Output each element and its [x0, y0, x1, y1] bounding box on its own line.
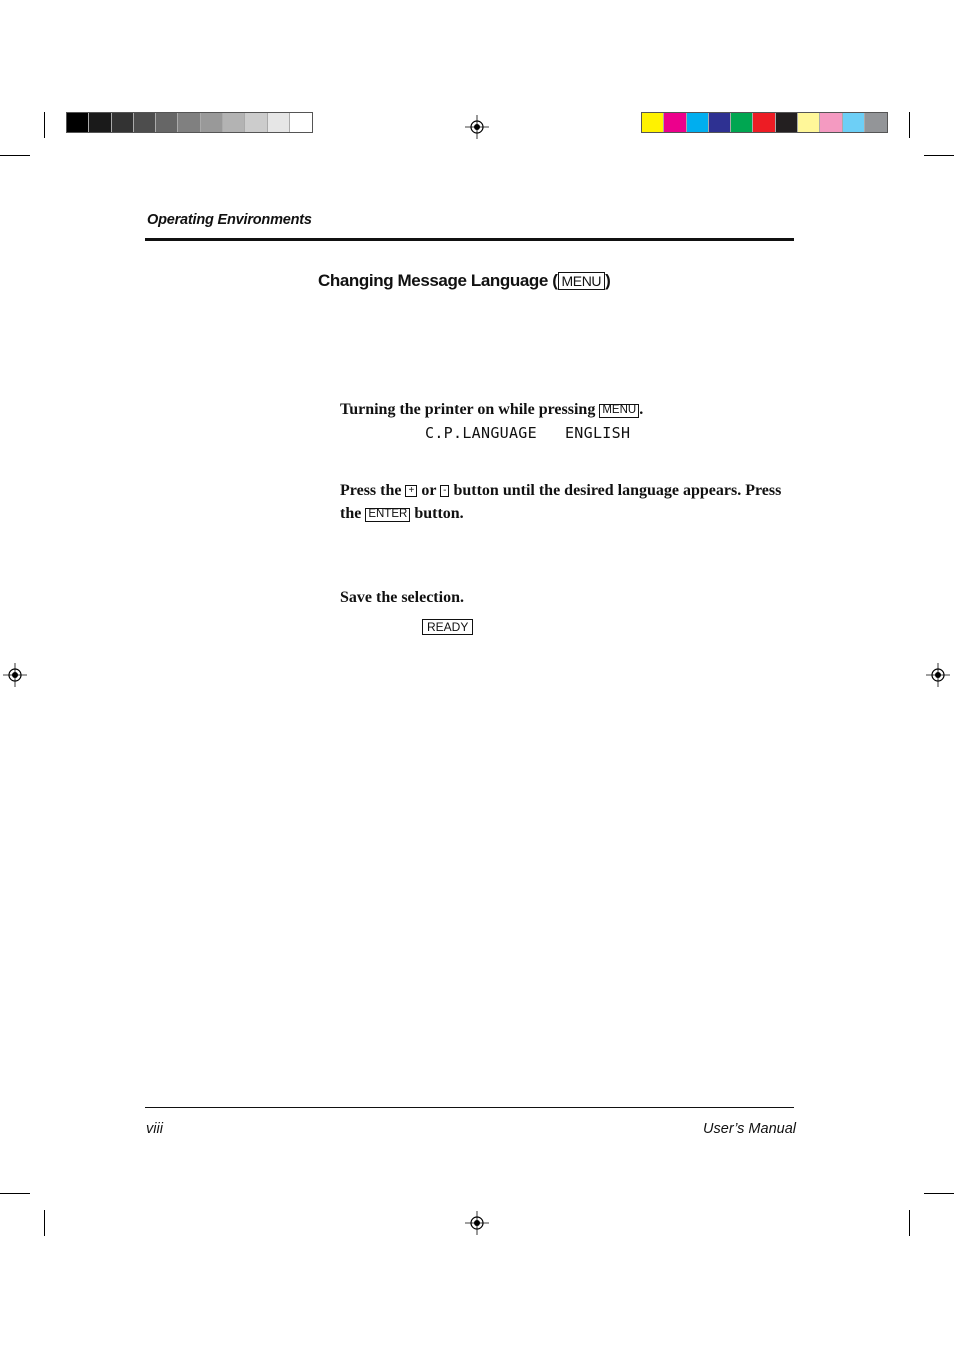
lcd-display-ready: READY — [422, 619, 473, 635]
footer-rule — [145, 1107, 794, 1108]
color-swatch — [223, 113, 245, 132]
color-bar — [641, 112, 888, 133]
color-swatch — [290, 113, 312, 132]
step-power-on — [340, 398, 643, 421]
grayscale-bar — [66, 112, 313, 133]
section-title-suffix: ) — [605, 271, 611, 290]
enter-key-label: ENTER — [365, 508, 410, 522]
color-swatch — [820, 113, 842, 132]
color-swatch — [201, 113, 223, 132]
step-text: button until the desired language appears. Press the — [340, 482, 782, 522]
color-swatch — [664, 113, 686, 132]
step-text: . — [639, 401, 644, 418]
color-swatch — [731, 113, 753, 132]
crop-mark — [924, 155, 954, 156]
menu-key-label: MENU — [599, 404, 639, 418]
color-swatch — [112, 113, 134, 132]
color-swatch — [67, 113, 89, 132]
crop-mark — [924, 1193, 954, 1194]
lcd-display-language: C.P.LANGUAGE ENGLISH — [425, 424, 631, 442]
registration-mark-icon — [3, 663, 27, 687]
color-swatch — [268, 113, 290, 132]
header-rule — [145, 238, 794, 241]
crop-mark — [909, 112, 910, 138]
color-swatch — [843, 113, 865, 132]
step-text: Press the — [340, 482, 406, 499]
step-save-selection: Save the selection. — [340, 589, 464, 606]
crop-mark — [0, 155, 30, 156]
menu-key-label: MENU — [558, 272, 606, 290]
registration-mark-icon — [465, 115, 489, 139]
color-swatch — [776, 113, 798, 132]
color-swatch — [89, 113, 111, 132]
crop-mark — [44, 1210, 45, 1236]
crop-mark — [44, 112, 45, 138]
step-select-language — [340, 479, 795, 525]
color-swatch — [687, 113, 709, 132]
running-head: Operating Environments — [147, 212, 312, 228]
crop-mark — [0, 1193, 30, 1194]
color-swatch — [865, 113, 887, 132]
color-swatch — [753, 113, 775, 132]
plus-key-label: + — [405, 485, 417, 497]
color-swatch — [642, 113, 664, 132]
minus-key-label: - — [440, 485, 449, 497]
registration-mark-icon — [465, 1211, 489, 1235]
color-swatch — [178, 113, 200, 132]
color-swatch — [709, 113, 731, 132]
color-swatch — [134, 113, 156, 132]
color-swatch — [245, 113, 267, 132]
section-title — [318, 271, 610, 291]
footer-title: User’s Manual — [703, 1121, 796, 1137]
step-text: or — [417, 482, 441, 499]
step-text: Turning the printer on while pressing — [340, 401, 600, 418]
color-swatch — [798, 113, 820, 132]
page-number: viii — [146, 1121, 163, 1137]
crop-mark — [909, 1210, 910, 1236]
section-title-text: Changing Message Language ( — [318, 271, 558, 290]
color-swatch — [156, 113, 178, 132]
registration-mark-icon — [926, 663, 950, 687]
step-text: button. — [410, 505, 464, 522]
